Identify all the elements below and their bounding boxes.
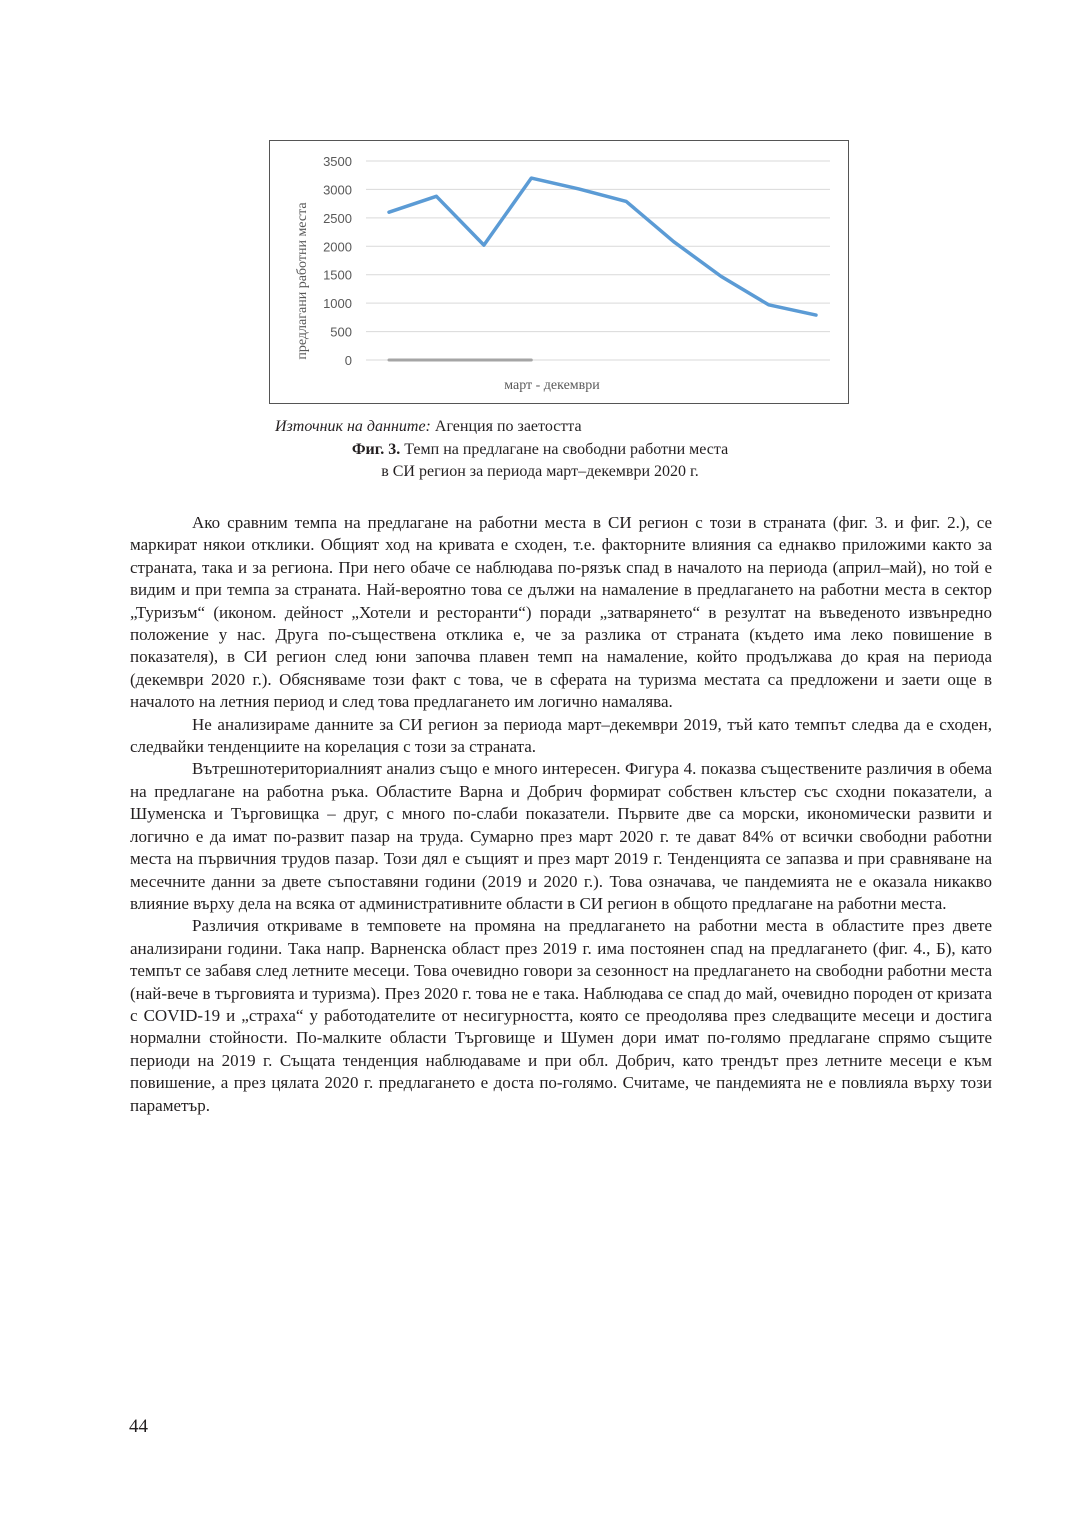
paragraph-4: Различия откриваме в темповете на промяна на предлагането на работни места в областите през двете анализирани години. Така напр. Варненска област през 2019 г. има постоянен спад на предлагането (фиг. 4., Б), като темпът се забавя след летните месеци. Това очевидно говори за сезонност на предлагането на свободни работни места (най-вече в търговията и туризма). През 2020 г. това не е така. Наблюдава се спад до май, очевидно породен от кризата с COVID-19 и „страха“ у работодателите от несигурността, която се преодолява през следващите месеци и достига нормални стойности. По-малките области Търговище и Шумен дори имат по-голямо предлагане спрямо същите периоди на 2019 г. Същата тенденция наблюдаваме и при обл. Добрич, като трендът през летните месеци е към повишение, а през цялата 2020 г. предлагането е доста по-голямо. Считаме, че пандемията не е повлияла върху този параметър. — [130, 916, 992, 1115]
y-tick-label: 500 — [330, 324, 352, 340]
y-tick-label: 3000 — [323, 182, 352, 198]
figure-title-text-2: в СИ регион за периода март–декември 2020 г. — [381, 463, 699, 480]
page-number: 44 — [129, 1416, 148, 1437]
paragraph-2: Не анализираме данните за СИ регион за периода март–декември 2019, тъй като темпът следва да е сходен, следвайки тенденциите на корелация с този за страната. — [130, 714, 992, 757]
y-tick-label: 3500 — [323, 154, 352, 169]
y-axis-label: предлагани работни места — [295, 202, 310, 360]
y-tick-label: 2000 — [323, 239, 352, 255]
figure-title-text-1: Темп на предлагане на свободни работни места — [400, 441, 729, 458]
paragraph-3: Вътрешнотериториалният анализ също е много интересен. Фигура 4. показва съществените различия в обема на предлагане на работна ръка. Областите Варна и Добрич формират собствен клъстер със сходни показатели, а Шуменска и Търговищка – друг, с много по-слаби показатели. Първите две са морски, икономически развити и логично е да имат по-развит пазар на труда. Сумарно през март 2020 г. те дават 84% от всички свободни работни места на първичния трудов пазар. Този дял е същият и през март 2019 г. Тенденцията се запазва и при сравняване на месечните данни за двете съпоставяни години (2019 и 2020 г.). Това означава, че пандемията не е оказала никакво влияние върху дела на всяка от административните области в СИ регион в общото предлагане на работни места. — [130, 759, 992, 913]
y-tick-label: 1500 — [323, 267, 352, 283]
body-text — [130, 512, 992, 1117]
paragraph-1: Ако сравним темпа на предлагане на работни места в СИ регион с този в страната (фиг. 3. и фиг. 2.), се маркират някои отклики. Общият ход на кривата е сходен, т.е. факторните влияния са еднакво приложими както за страната, така и за региона. При него обаче се наблюдава по-рязък спад в началото на периода (април–май), но той е видим и при темпа за страната. Най-вероятно това се дължи на намаление в предлагането на работни места в сектор „Туризъм“ (иконом. дейност „Хотели и ресторанти“) поради „затварянето“ в резултат на въведеното извънредно положение у нас. Друга по-съществена отклика е, че за разлика от страната (където има леко повишение в показателя), в СИ регион след юни започва плавен темп на намаление, който продължава до края на периода (декември 2020 г.). Обясняваме този факт с това, че в сферата на туризма местата са предложени и заети още в началото на летния период и след това предлагането им логично намалява. — [130, 513, 992, 712]
figure-label: Фиг. 3. — [351, 441, 401, 458]
chart-svg — [270, 141, 848, 403]
figure-source — [275, 416, 582, 438]
source-label: Източник на данните: — [275, 418, 431, 435]
figure-title-line-2 — [0, 461, 1080, 483]
x-axis-label: март - декември — [504, 378, 600, 393]
y-tick-label: 1000 — [323, 296, 352, 312]
line-chart — [269, 140, 849, 404]
y-tick-label: 0 — [344, 353, 352, 368]
source-text: Агенция по заетостта — [430, 418, 582, 435]
y-tick-label: 2500 — [323, 210, 352, 226]
figure-title-line-1 — [0, 439, 1080, 461]
